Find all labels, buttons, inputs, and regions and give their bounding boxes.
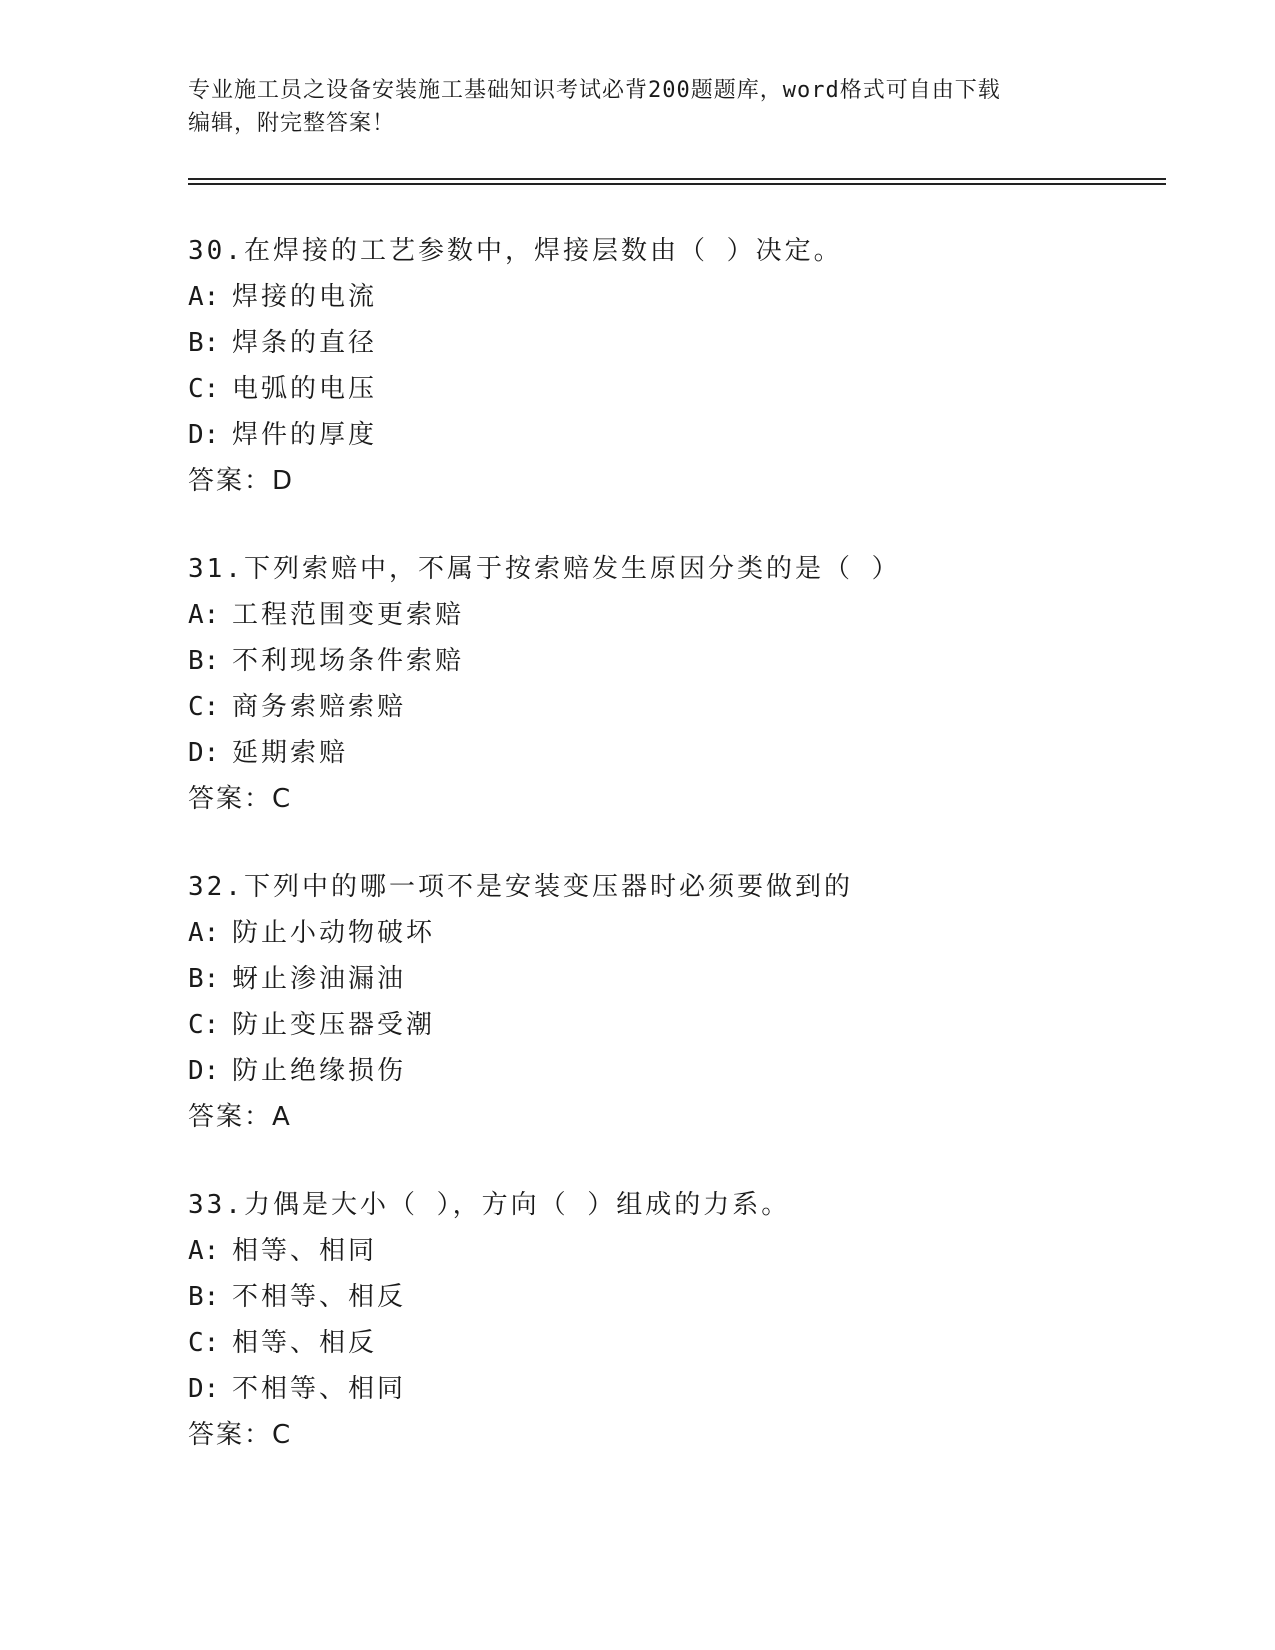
question-31 [188,546,1148,822]
option-text: 不相等、相反 [232,1282,407,1312]
answer-line: 答案：C [188,1420,293,1450]
option-text: 蚜止渗油漏油 [232,964,407,994]
option-b [188,956,1148,1002]
question-33 [188,1182,1148,1458]
question-stem: 33.力偶是大小（ ），方向（ ）组成的力系。 [188,1190,791,1220]
option-label: B: [188,1282,220,1312]
option-label: A: [188,1236,220,1266]
option-c [188,684,1148,730]
question-32 [188,864,1148,1140]
document-header [188,74,1088,140]
option-label: B: [188,964,220,994]
option-text: 焊接的电流 [232,282,378,312]
option-a [188,274,1148,320]
option-d [188,1366,1148,1412]
option-text: 相等、相反 [232,1328,378,1358]
option-c [188,366,1148,412]
option-label: B: [188,328,220,358]
option-text: 焊件的厚度 [232,420,378,450]
option-text: 电弧的电压 [232,374,378,404]
option-text: 相等、相同 [232,1236,378,1266]
option-label: D: [188,1374,220,1404]
option-a [188,592,1148,638]
option-label: D: [188,1056,220,1086]
header-divider-top [188,178,1166,180]
option-label: C: [188,1010,220,1040]
question-30 [188,228,1148,504]
option-a [188,910,1148,956]
question-stem: 31.下列索赔中，不属于按索赔发生原因分类的是（ ） [188,554,901,584]
option-text: 工程范围变更索赔 [232,600,465,630]
answer-line: 答案：A [188,1102,292,1132]
option-d [188,412,1148,458]
option-text: 商务索赔索赔 [232,692,407,722]
question-stem: 32.下列中的哪一项不是安装变压器时必须要做到的 [188,872,853,902]
option-d [188,730,1148,776]
option-label: B: [188,646,220,676]
option-label: D: [188,420,220,450]
option-label: C: [188,1328,220,1358]
option-a [188,1228,1148,1274]
option-label: C: [188,374,220,404]
option-b [188,1274,1148,1320]
question-stem: 30.在焊接的工艺参数中，焊接层数由（ ）决定。 [188,236,843,266]
answer-line: 答案：D [188,466,295,496]
option-d [188,1048,1148,1094]
option-text: 延期索赔 [232,738,349,768]
option-b [188,320,1148,366]
option-label: A: [188,600,220,630]
header-divider-bottom [188,183,1166,185]
option-c [188,1002,1148,1048]
option-text: 防止变压器受潮 [232,1010,436,1040]
answer-line: 答案：C [188,784,293,814]
option-c [188,1320,1148,1366]
header-line-1: 专业施工员之设备安装施工基础知识考试必背200题题库，word格式可自由下载 [188,78,1001,103]
option-label: A: [188,282,220,312]
option-b [188,638,1148,684]
header-line-2: 编辑，附完整答案！ [188,111,396,136]
option-text: 防止小动物破坏 [232,918,436,948]
option-label: A: [188,918,220,948]
option-text: 焊条的直径 [232,328,378,358]
option-label: C: [188,692,220,722]
option-label: D: [188,738,220,768]
option-text: 不相等、相同 [232,1374,407,1404]
option-text: 防止绝缘损伤 [232,1056,407,1086]
option-text: 不利现场条件索赔 [232,646,465,676]
